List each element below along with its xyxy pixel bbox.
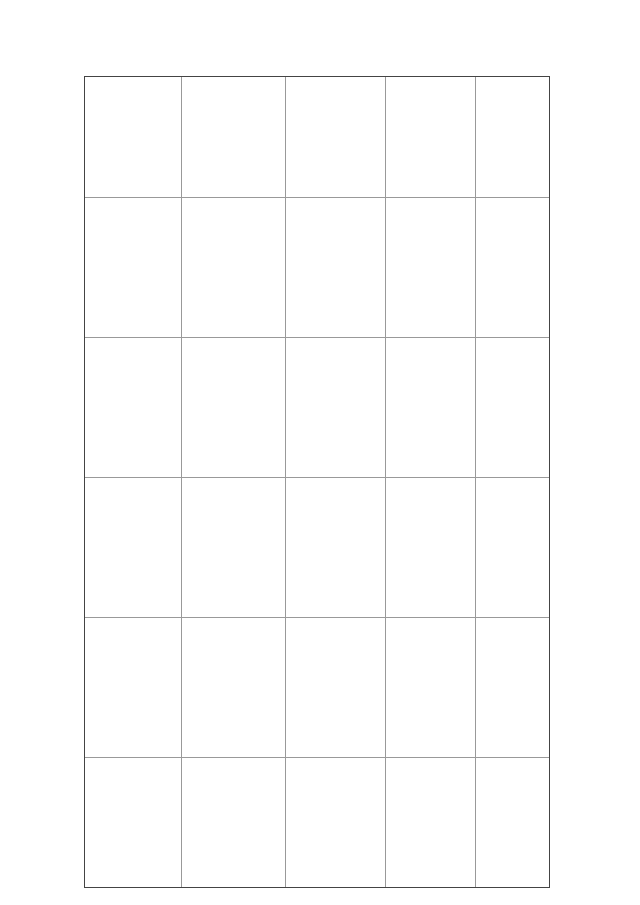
table-rule: [285, 77, 286, 887]
table-rule: [85, 197, 549, 198]
table-rule: [385, 77, 386, 887]
table-rule: [85, 477, 549, 478]
table-placeholder: [84, 76, 550, 888]
table-rule: [85, 757, 549, 758]
table-rule: [85, 617, 549, 618]
table-rule: [85, 337, 549, 338]
table-rule: [181, 77, 182, 887]
table-rule: [475, 77, 476, 887]
